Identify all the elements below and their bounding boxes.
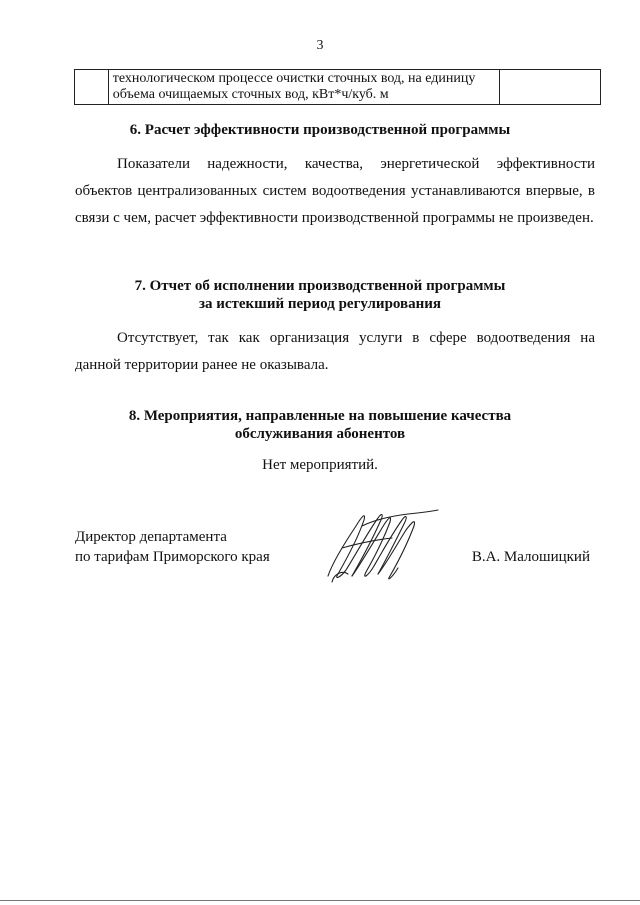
section-8-heading xyxy=(0,407,640,443)
continuation-table xyxy=(74,69,601,105)
handwritten-signature xyxy=(322,504,442,586)
section-8-heading-line: обслуживания абонентов xyxy=(234,426,406,442)
page-number: 3 xyxy=(316,38,324,53)
table-row xyxy=(75,70,601,105)
signatory-name: В.А. Малошицкий xyxy=(471,549,590,565)
section-6-heading: 6. Расчет эффективности производственной программы xyxy=(129,122,511,138)
section-7-heading-line: 7. Отчет об исполнении производственной программы xyxy=(134,278,506,294)
table-cell-line: объема очищаемых сточных вод, кВт*ч/куб. м xyxy=(112,87,389,102)
table-cell-number xyxy=(75,70,109,105)
section-8-text: Нет мероприятий. xyxy=(262,457,378,473)
section-8-heading-line: 8. Мероприятия, направленные на повышение качества xyxy=(128,408,512,424)
section-7-heading-line: за истекший период регулирования xyxy=(198,296,442,312)
page-bottom-edge xyxy=(0,900,640,901)
signatory-position-line: Директор департамента xyxy=(75,529,227,545)
table-cell-value xyxy=(499,70,600,105)
section-7-heading xyxy=(0,277,640,313)
signatory-position-line: по тарифам Приморского края xyxy=(75,549,270,565)
section-7-paragraph: Отсутствует, так как организация услуги в сфере водоотведения на данной территории ранее не оказывала. xyxy=(75,330,595,373)
signatory-position xyxy=(75,527,270,567)
section-6-paragraph: Показатели надежности, качества, энергетической эффективности объектов централизованных систем водоотведения устанавливаются впервые, в связи с чем, расчет эффективности производственной программы не произведен. xyxy=(75,156,595,226)
table-cell-description xyxy=(108,70,499,105)
table-cell-line: технологическом процессе очистки сточных вод, на единицу xyxy=(112,71,476,86)
